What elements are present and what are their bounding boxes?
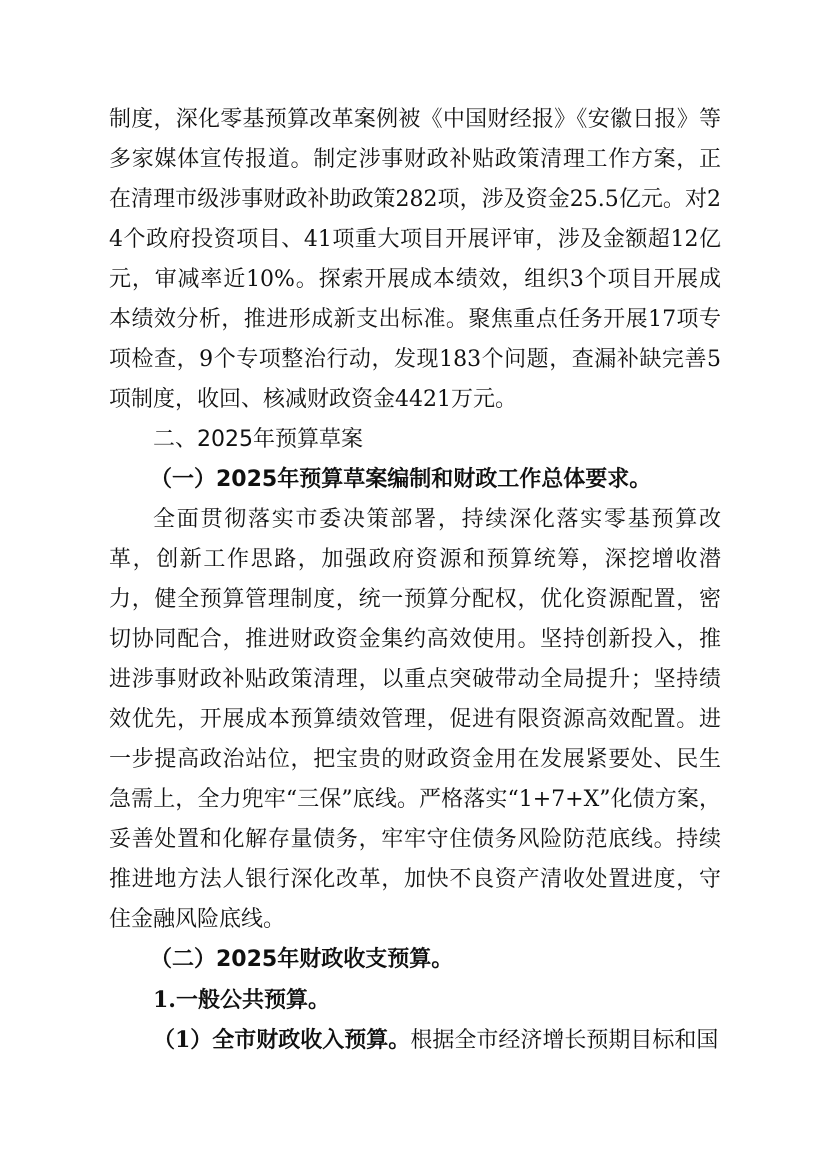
- paragraph-city-revenue-budget: [153, 1020, 718, 1061]
- section-heading-2025-budget-draft: 二、2025年预算草案: [153, 427, 363, 452]
- subsection-heading-general-requirements: （一）2025年预算草案编制和财政工作总体要求。: [150, 467, 652, 492]
- paragraph-general-requirements: 全面贯彻落实市委决策部署，持续深化落实零基预算改革，创新工作思路，加强政府资源和预算统筹，深挖增收潜力，健全预算管理制度，统一预算分配权，优化资源配置，密切协同配合，推进财政资金集约高效使用。坚持创新投入，推进涉事财政补贴政策清理，以重点突破带动全局提升；坚持绩效优先，开展成本预算绩效管理，促进有限资源高效配置。进一步提高政治站位，把宝贵的财政资金用在发展紧要处、民生急需上，全力兜牢“三保”底线。严格落实“1+7+X”化债方案，妥善处置和化解存量债务，牢牢守住债务风险防范底线。持续推进地方法人银行深化改革，加快不良资产清收处置进度，守住金融风险底线。: [109, 507, 721, 932]
- item-heading-general-public-budget: 1.一般公共预算。: [153, 987, 330, 1013]
- item-lead-city-revenue-budget: （1）全市财政收入预算。: [153, 1027, 411, 1053]
- subsection-heading-revenue-expenditure: （二）2025年财政收支预算。: [150, 947, 454, 972]
- paragraph-budget-reform-results: 制度，深化零基预算改革案例被《中国财经报》《安徽日报》等多家媒体宣传报道。制定涉事财政补贴政策清理工作方案，正在清理市级涉事财政补助政策282项，涉及资金25.5亿元。对24个政府投资项目、41项重大项目开展评审，涉及金额超12亿元，审减率近10%。探索开展成本绩效，组织3个项目开展成本绩效分析，推进形成新支出标准。聚焦重点任务开展17项专项检查，9个专项整治行动，发现183个问题，查漏补缺完善5项制度，收回、核减财政资金4421万元。: [109, 107, 721, 412]
- item-text-city-revenue-budget: 根据全市经济增长预期目标和国: [410, 1028, 719, 1053]
